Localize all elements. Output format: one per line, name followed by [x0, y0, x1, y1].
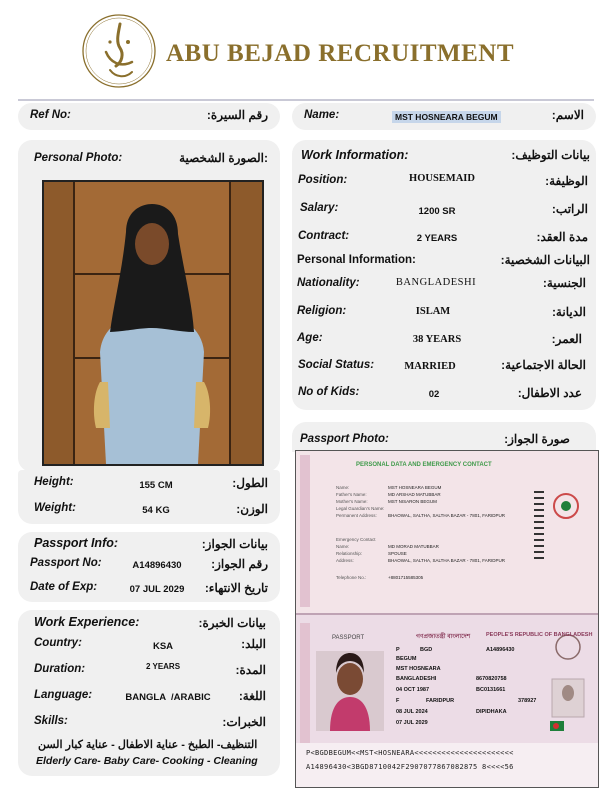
height-value: 155 CM — [139, 480, 173, 491]
passport-info-title: Passport Info: — [34, 536, 119, 550]
scan-address-value: BHAOWAL, SALTHA, SALTHA BAZAR - 7801, FARIDPUR — [388, 513, 505, 518]
passport-info-panel — [18, 532, 280, 602]
skills-label: Skills: — [34, 715, 68, 727]
scan-code: BGD — [420, 647, 433, 653]
expiry-value: 07 JUL 2029 — [129, 584, 185, 595]
contract-label-ar: مدة العقد: — [536, 230, 588, 244]
age-value: 38 YEARS — [412, 334, 462, 345]
age-label: Age: — [297, 332, 323, 344]
emergency-title: PERSONAL DATA AND EMERGENCY CONTACT — [356, 462, 492, 468]
name-value: MST HOSNEARA BEGUM — [392, 111, 501, 123]
scan-sex: F — [396, 698, 400, 704]
passport-info-title-ar: بيانات الجواز: — [201, 537, 268, 551]
social-status-value: MARRIED — [404, 361, 456, 372]
scan-issue: 08 JUL 2024 — [396, 709, 428, 715]
name-label: Name: — [304, 109, 340, 121]
height-label-ar: الطول: — [232, 476, 268, 490]
ref-panel — [18, 103, 280, 130]
contract-label: Contract: — [298, 230, 350, 242]
passport-photo-label-ar: صورة الجواز: — [504, 432, 570, 446]
scan-type: P — [396, 647, 400, 653]
kids-label-ar: عدد الاطفال: — [517, 386, 582, 400]
scan-name-label: Name: — [336, 485, 350, 490]
name-label-ar: الاسم: — [551, 108, 584, 122]
passport-scan — [295, 450, 599, 788]
work-info-panel — [292, 140, 596, 410]
country-label: Country: — [34, 637, 82, 649]
experience-panel — [18, 610, 280, 776]
scan-ec-name-value: MD MORAD MATUBBAR — [388, 544, 439, 549]
passport-photo-panel — [292, 422, 596, 452]
nationality-label: Nationality: — [297, 277, 360, 289]
body-panel — [18, 470, 280, 524]
ref-label: Ref No: — [30, 109, 71, 121]
brand-name: ABU BEJAD RECRUITMENT — [166, 40, 515, 67]
duration-value: 2 YEARS — [145, 662, 181, 671]
scan-expiry: 07 JUL 2029 — [396, 720, 428, 726]
scan-mrz-line2: A14896430<3BGD8710042F2907077867082875 8<<<<56 — [306, 763, 514, 771]
header-divider — [18, 99, 594, 101]
scan-ec-name-label: Name: — [336, 544, 350, 549]
salary-value: 1200 SR — [418, 206, 456, 217]
personal-photo-label-ar: :الصورة الشخصية — [179, 151, 268, 165]
scan-phone-value: +8801715585305 — [388, 575, 424, 580]
work-info-title-ar: بيانات التوظيف: — [511, 148, 590, 162]
language-value: BANGLA /ARABIC — [125, 692, 211, 703]
scan-relation-value: SPOUSE — [388, 551, 407, 556]
language-label-ar: اللغة: — [238, 689, 266, 703]
scan-mother-value: MST NISARON BEGUM — [388, 499, 437, 504]
skills-value-en: Elderly Care- Baby Care- Cooking - Cleaning — [36, 755, 258, 767]
skills-value-ar: التنظيف- الطبخ - عناية الاطفال - عناية كبار السن — [38, 739, 258, 751]
work-info-title: Work Information: — [301, 148, 409, 162]
scan-ec-address-label: Address: — [336, 558, 354, 563]
passport-no-value: A14896430 — [132, 560, 182, 571]
religion-value: ISLAM — [415, 306, 451, 317]
personal-photo-label: Personal Photo: — [34, 152, 123, 164]
scan-birthplace: FARIDPUR — [426, 698, 455, 704]
duration-label: Duration: — [34, 663, 86, 675]
scan-ec-address-value: BHAOWAL, SALTHA, SALTHA BAZAR - 7801, FARIDPUR — [388, 558, 505, 563]
religion-label: Religion: — [297, 305, 347, 317]
scan-address-label: Permanent Address: — [336, 513, 377, 518]
kids-value: 02 — [428, 389, 440, 400]
scan-passport-word: PASSPORT — [332, 635, 365, 641]
contract-value: 2 YEARS — [416, 233, 458, 244]
calligraphy-logo-icon — [80, 12, 158, 90]
scan-name-value: MST HOSNEARA BEGUM — [388, 485, 442, 490]
scan-pp-number: A14896430 — [486, 647, 515, 653]
duration-label-ar: المدة: — [235, 663, 266, 677]
salary-label-ar: الراتب: — [551, 202, 588, 216]
age-label-ar: العمر: — [551, 332, 582, 346]
scan-nationality: BANGLADESHI — [396, 676, 437, 682]
expiry-label: Date of Exp: — [30, 581, 98, 593]
personal-photo — [42, 180, 264, 466]
scan-mrz-line1: P<BGDBEGUM<<MST<HOSNEARA<<<<<<<<<<<<<<<<<<<<<< — [306, 749, 514, 757]
position-label: Position: — [298, 174, 348, 186]
scan-father-label: Father's Name: — [336, 492, 367, 497]
skills-label-ar: الخبرات: — [222, 715, 266, 729]
height-label: Height: — [34, 476, 74, 488]
scan-prev-pp: BC0131661 — [476, 687, 506, 693]
scan-tracking: 378927 — [518, 698, 537, 704]
social-status-label: Social Status: — [298, 359, 375, 371]
position-label-ar: الوظيفة: — [545, 174, 588, 188]
experience-title-ar: بيانات الخبرة: — [198, 616, 266, 630]
passport-photo-label: Passport Photo: — [300, 433, 389, 445]
weight-label: Weight: — [34, 502, 76, 514]
scan-given: MST HOSNEARA — [396, 666, 441, 672]
scan-country-bn: গণপ্রজাতন্ত্রী বাংলাদেশ — [416, 634, 471, 640]
scan-emergency-label: Emergency Contact — [336, 537, 376, 542]
scan-relation-label: Relationship: — [336, 551, 363, 556]
religion-label-ar: الديانة: — [551, 305, 586, 319]
expiry-label-ar: تاريخ الانتهاء: — [204, 581, 268, 595]
weight-value: 54 KG — [142, 505, 170, 516]
scan-guardian-label: Legal Guardian's Name: — [336, 506, 385, 511]
passport-no-label: Passport No: — [30, 557, 102, 569]
ref-label-ar: رقم السيرة: — [206, 108, 268, 122]
kids-label: No of Kids: — [298, 386, 360, 398]
weight-label-ar: الوزن: — [236, 502, 268, 516]
experience-title: Work Experience: — [34, 615, 140, 629]
social-status-label-ar: الحالة الاجتماعية: — [501, 358, 586, 372]
person-photo-icon — [44, 182, 262, 464]
country-label-ar: البلد: — [241, 637, 266, 651]
scan-mother-label: Mother's Name: — [336, 499, 368, 504]
header — [0, 0, 612, 100]
nationality-value: BANGLADESHI — [395, 277, 477, 288]
name-panel — [292, 103, 596, 130]
passport-no-label-ar: رقم الجواز: — [211, 557, 268, 571]
position-value: HOUSEMAID — [409, 173, 475, 184]
scan-country-en: PEOPLE'S REPUBLIC OF BANGLADESH — [486, 632, 593, 638]
scan-dob: 04 OCT 1987 — [396, 687, 430, 693]
country-value: KSA — [152, 641, 174, 652]
scan-surname: BEGUM — [396, 656, 417, 662]
personal-info-title-ar: البيانات الشخصية: — [500, 253, 590, 267]
scan-authority: DIPIDHAKA — [476, 709, 507, 715]
scan-personal-no: 8670820758 — [476, 676, 507, 682]
personal-info-title: Personal Information: — [297, 254, 416, 266]
scan-phone-label: Telephone No.: — [336, 575, 367, 580]
language-label: Language: — [34, 689, 93, 701]
nationality-label-ar: الجنسية: — [542, 276, 586, 290]
salary-label: Salary: — [300, 202, 339, 214]
scan-father-value: MD ARSHAD MATUBBAR — [388, 492, 441, 497]
